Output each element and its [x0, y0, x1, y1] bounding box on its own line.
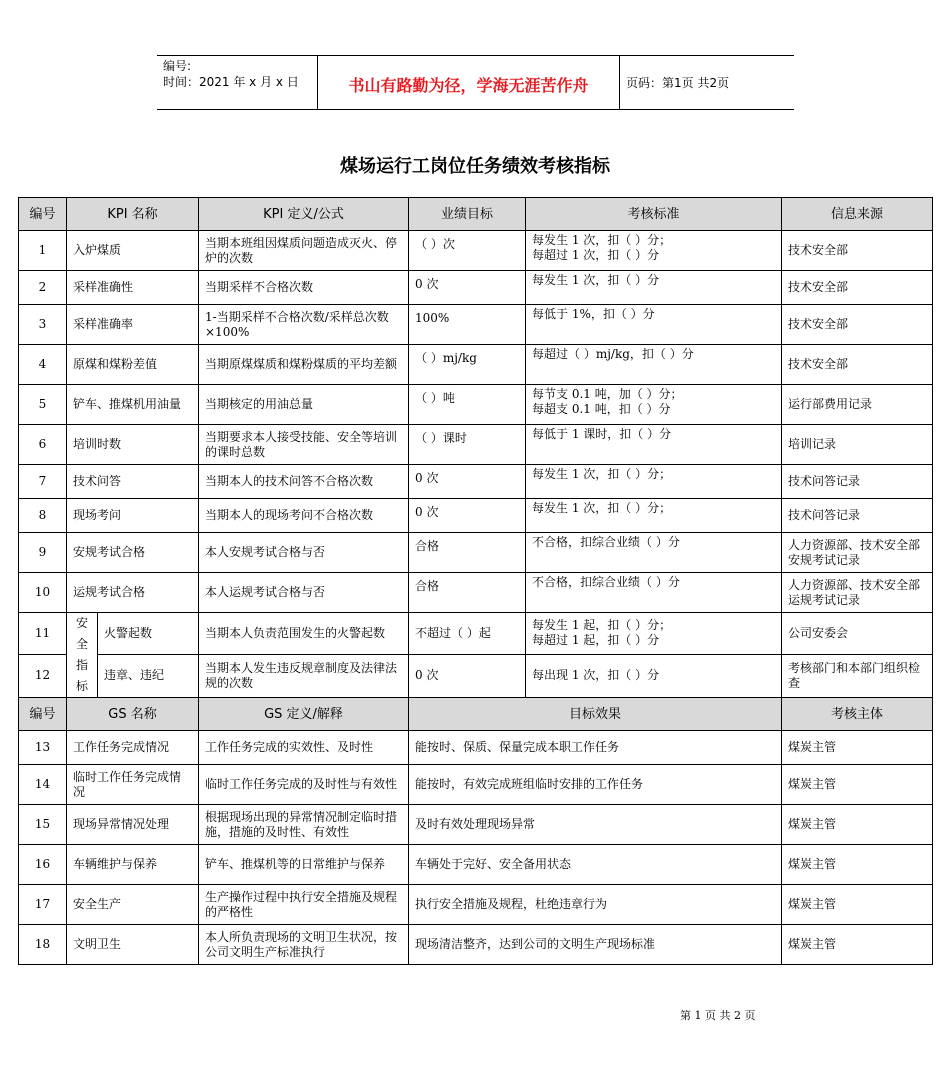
kpi-source: 考核部门和本部门组织检查	[782, 654, 933, 697]
kpi-name: 运规考试合格	[67, 573, 199, 613]
gs-definition: 工作任务完成的实效性、及时性	[199, 731, 409, 765]
kpi-source: 公司安委会	[782, 613, 933, 655]
kpi-target: 合格	[409, 533, 526, 573]
table-row	[19, 385, 933, 425]
kpi-definition: 当期原煤煤质和煤粉煤质的平均差额	[199, 345, 409, 385]
kpi-standard: 每低于 1 课时，扣（ ）分	[526, 425, 782, 465]
table-row	[19, 425, 933, 465]
table-row	[19, 731, 933, 765]
row-number: 15	[19, 805, 67, 845]
kpi-standard: 每节支 0.1 吨，加（ ）分； 每超支 0.1 吨，扣（ ）分	[526, 385, 782, 425]
gs-definition: 生产操作过程中执行安全措施及规程的严格性	[199, 885, 409, 925]
kpi-target: 0 次	[409, 465, 526, 499]
gs-name: 文明卫生	[67, 925, 199, 965]
kpi-name: 安规考试合格	[67, 533, 199, 573]
gs-definition: 本人所负责现场的文明卫生状况，按公司文明生产标准执行	[199, 925, 409, 965]
table-row	[19, 613, 933, 655]
kpi-target: 0 次	[409, 499, 526, 533]
kpi-definition: 本人安规考试合格与否	[199, 533, 409, 573]
kpi-column-header: 考核标准	[526, 198, 782, 231]
table-row	[19, 533, 933, 573]
kpi-source: 人力资源部、技术安全部安规考试记录	[782, 533, 933, 573]
table-row	[19, 805, 933, 845]
kpi-definition: 当期本人发生违反规章制度及法律法规的次数	[199, 654, 409, 697]
gs-name: 工作任务完成情况	[67, 731, 199, 765]
kpi-standard: 不合格，扣综合业绩（ ）分	[526, 573, 782, 613]
kpi-source: 技术问答记录	[782, 465, 933, 499]
gs-effect: 及时有效处理现场异常	[409, 805, 782, 845]
kpi-target: （ ）次	[409, 231, 526, 271]
safety-group-label: 安全指标	[67, 613, 98, 698]
kpi-target: 不超过（ ）起	[409, 613, 526, 655]
table-row	[19, 345, 933, 385]
row-number: 10	[19, 573, 67, 613]
gs-definition: 铲车、推煤机等的日常维护与保养	[199, 845, 409, 885]
kpi-source: 技术安全部	[782, 345, 933, 385]
kpi-definition: 当期本人的现场考问不合格次数	[199, 499, 409, 533]
kpi-name: 违章、违纪	[98, 654, 199, 697]
kpi-target: 0 次	[409, 271, 526, 305]
row-number: 8	[19, 499, 67, 533]
gs-header-row	[19, 698, 933, 731]
kpi-name: 培训时数	[67, 425, 199, 465]
gs-owner: 煤炭主管	[782, 845, 933, 885]
row-number: 16	[19, 845, 67, 885]
kpi-definition: 当期本班组因煤质问题造成灭火、停炉的次数	[199, 231, 409, 271]
kpi-target: 0 次	[409, 654, 526, 697]
kpi-definition: 当期采样不合格次数	[199, 271, 409, 305]
kpi-standard: 每超过（ ）mj/kg，扣（ ）分	[526, 345, 782, 385]
kpi-definition: 当期核定的用油总量	[199, 385, 409, 425]
kpi-definition: 当期要求本人接受技能、安全等培训的课时总数	[199, 425, 409, 465]
gs-name: 现场异常情况处理	[67, 805, 199, 845]
gs-owner: 煤炭主管	[782, 731, 933, 765]
kpi-definition: 当期本人负责范围发生的火警起数	[199, 613, 409, 655]
kpi-name: 铲车、推煤机用油量	[67, 385, 199, 425]
gs-column-header: GS 名称	[67, 698, 199, 731]
kpi-header-row	[19, 198, 933, 231]
row-number: 3	[19, 305, 67, 345]
kpi-name: 采样准确率	[67, 305, 199, 345]
kpi-standard: 每发生 1 次，扣（ ）分	[526, 271, 782, 305]
table-row	[19, 765, 933, 805]
gs-owner: 煤炭主管	[782, 885, 933, 925]
table-row	[19, 465, 933, 499]
gs-column-header: GS 定义/解释	[199, 698, 409, 731]
header-time-label: 时间：2021 年 x 月 x 日	[163, 75, 299, 89]
page-title: 煤场运行工岗位任务绩效考核指标	[340, 156, 610, 177]
gs-effect: 现场清洁整齐，达到公司的文明生产现场标准	[409, 925, 782, 965]
kpi-source: 培训记录	[782, 425, 933, 465]
kpi-source: 技术安全部	[782, 231, 933, 271]
kpi-target: （ ）mj/kg	[409, 345, 526, 385]
row-number: 17	[19, 885, 67, 925]
row-number: 2	[19, 271, 67, 305]
row-number: 7	[19, 465, 67, 499]
kpi-standard: 不合格，扣综合业绩（ ）分	[526, 533, 782, 573]
kpi-definition: 当期本人的技术问答不合格次数	[199, 465, 409, 499]
kpi-column-header: KPI 名称	[67, 198, 199, 231]
gs-name: 安全生产	[67, 885, 199, 925]
row-number: 13	[19, 731, 67, 765]
header-motto: 书山有路勤为径，学海无涯苦作舟	[318, 56, 620, 109]
gs-name: 车辆维护与保养	[67, 845, 199, 885]
kpi-standard: 每发生 1 次，扣（ ）分； 每超过 1 次，扣（ ）分	[526, 231, 782, 271]
gs-effect: 车辆处于完好、安全备用状态	[409, 845, 782, 885]
gs-definition: 根据现场出现的异常情况制定临时措施，措施的及时性、有效性	[199, 805, 409, 845]
document-header	[157, 55, 794, 110]
kpi-source: 技术安全部	[782, 305, 933, 345]
gs-column-header: 考核主体	[782, 698, 933, 731]
table-row	[19, 271, 933, 305]
kpi-target: 100%	[409, 305, 526, 345]
table-row	[19, 925, 933, 965]
kpi-name: 现场考问	[67, 499, 199, 533]
gs-effect: 能按时、保质、保量完成本职工作任务	[409, 731, 782, 765]
kpi-standard: 每发生 1 次，扣（ ）分；	[526, 499, 782, 533]
row-number: 9	[19, 533, 67, 573]
kpi-standard: 每发生 1 起，扣（ ）分； 每超过 1 起，扣（ ）分	[526, 613, 782, 655]
kpi-column-header: 信息来源	[782, 198, 933, 231]
gs-effect: 能按时，有效完成班组临时安排的工作任务	[409, 765, 782, 805]
kpi-column-header: KPI 定义/公式	[199, 198, 409, 231]
row-number: 18	[19, 925, 67, 965]
kpi-source: 人力资源部、技术安全部运规考试记录	[782, 573, 933, 613]
gs-column-header: 目标效果	[409, 698, 782, 731]
gs-owner: 煤炭主管	[782, 765, 933, 805]
row-number: 6	[19, 425, 67, 465]
gs-column-header: 编号	[19, 698, 67, 731]
table-row	[19, 573, 933, 613]
gs-definition: 临时工作任务完成的及时性与有效性	[199, 765, 409, 805]
kpi-definition: 1-当期采样不合格次数/采样总次数×100%	[199, 305, 409, 345]
kpi-column-header: 业绩目标	[409, 198, 526, 231]
table-row	[19, 231, 933, 271]
row-number: 11	[19, 613, 67, 655]
row-number: 5	[19, 385, 67, 425]
kpi-standard: 每低于 1%，扣（ ）分	[526, 305, 782, 345]
kpi-name: 原煤和煤粉差值	[67, 345, 199, 385]
row-number: 12	[19, 654, 67, 697]
page-footer: 第 1 页 共 2 页	[680, 1009, 756, 1022]
table-row	[19, 499, 933, 533]
kpi-standard: 每发生 1 次，扣（ ）分；	[526, 465, 782, 499]
table-row	[19, 305, 933, 345]
kpi-target: （ ）课时	[409, 425, 526, 465]
header-number-label: 编号:	[163, 59, 192, 73]
table-row	[19, 885, 933, 925]
kpi-standard: 每出现 1 次，扣（ ）分	[526, 654, 782, 697]
table-row	[19, 845, 933, 885]
row-number: 14	[19, 765, 67, 805]
header-page-label: 页码：第1页 共2页	[626, 76, 730, 90]
kpi-target: 合格	[409, 573, 526, 613]
gs-owner: 煤炭主管	[782, 925, 933, 965]
row-number: 1	[19, 231, 67, 271]
header-meta	[157, 56, 318, 109]
kpi-column-header: 编号	[19, 198, 67, 231]
kpi-target: （ ）吨	[409, 385, 526, 425]
kpi-name: 采样准确性	[67, 271, 199, 305]
kpi-source: 技术安全部	[782, 271, 933, 305]
kpi-table	[18, 197, 933, 965]
kpi-source: 技术问答记录	[782, 499, 933, 533]
gs-name: 临时工作任务完成情况	[67, 765, 199, 805]
gs-effect: 执行安全措施及规程，杜绝违章行为	[409, 885, 782, 925]
kpi-name: 技术问答	[67, 465, 199, 499]
gs-owner: 煤炭主管	[782, 805, 933, 845]
kpi-definition: 本人运规考试合格与否	[199, 573, 409, 613]
kpi-source: 运行部费用记录	[782, 385, 933, 425]
kpi-name: 火警起数	[98, 613, 199, 655]
row-number: 4	[19, 345, 67, 385]
kpi-name: 入炉煤质	[67, 231, 199, 271]
table-row	[19, 654, 933, 697]
